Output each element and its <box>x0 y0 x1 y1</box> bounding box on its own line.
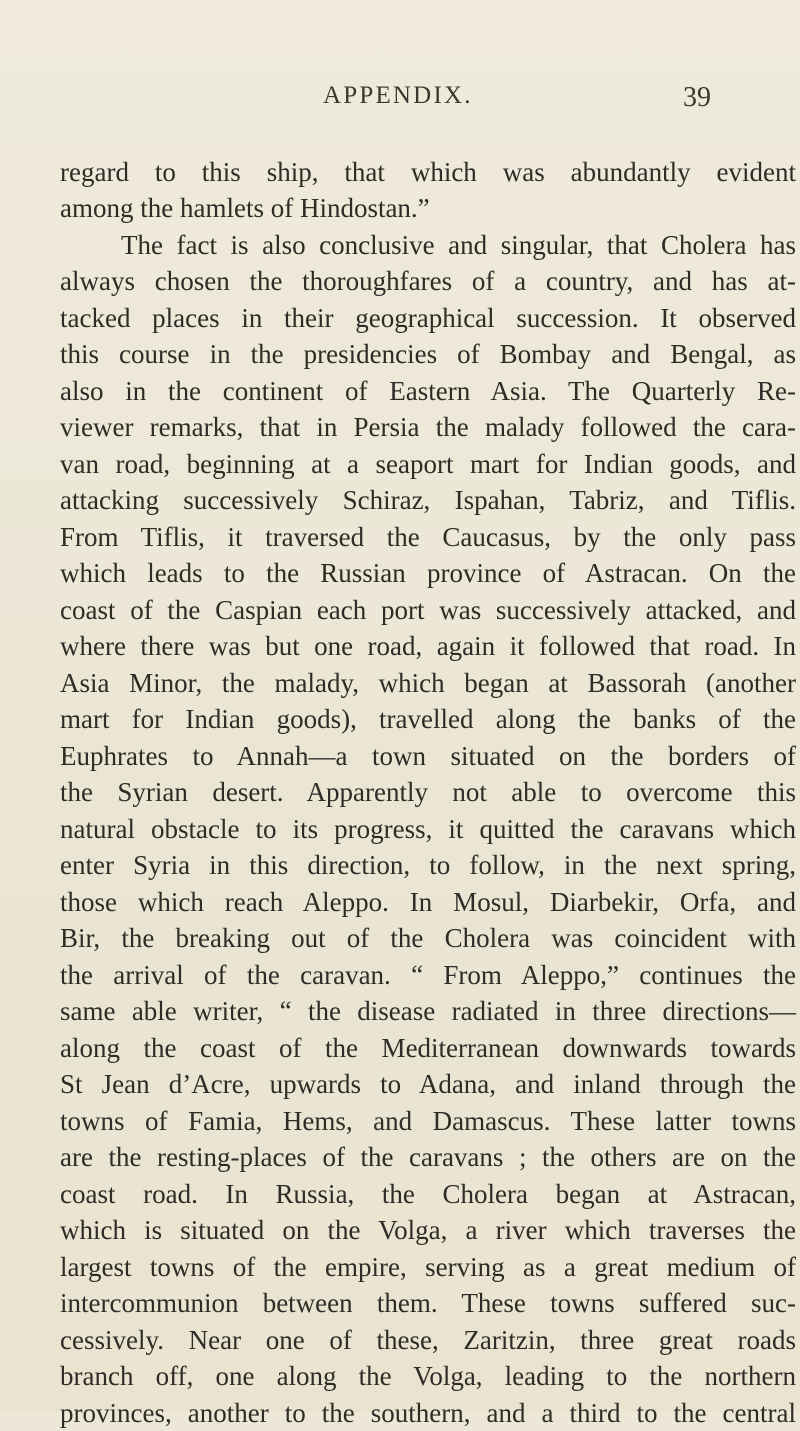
text-line: those which reach Aleppo. In Mosul, Diarbekir, Orfa, and <box>60 887 796 917</box>
text-line: are the resting-places of the caravans ; the others are on the <box>60 1142 796 1172</box>
text-line: the Syrian desert. Apparently not able to overcome this <box>60 777 796 807</box>
text-line: same able writer, “ the disease radiated in three directions— <box>60 996 796 1026</box>
text-line: tacked places in their geographical succession. It observed <box>60 303 796 333</box>
text-line: viewer remarks, that in Persia the malady followed the cara- <box>60 412 796 442</box>
text-line: also in the continent of Eastern Asia. The Quarterly Re- <box>60 376 796 406</box>
text-line: enter Syria in this direction, to follow, in the next spring, <box>60 850 796 880</box>
text-line: always chosen the thoroughfares of a country, and has at- <box>60 266 796 296</box>
text-line: cessively. Near one of these, Zaritzin, three great roads <box>60 1325 796 1355</box>
running-head: APPENDIX. <box>323 82 473 109</box>
text-line: which leads to the Russian province of Astracan. On the <box>60 558 796 588</box>
page-number: 39 <box>683 82 711 113</box>
text-line: The fact is also conclusive and singular, that Cholera has <box>121 230 796 260</box>
text-line: largest towns of the empire, serving as a great medium of <box>60 1252 796 1282</box>
text-line: where there was but one road, again it followed that road. In <box>60 631 796 661</box>
text-line: Euphrates to Annah—a town situated on the borders of <box>60 741 796 771</box>
text-line: mart for Indian goods), travelled along the banks of the <box>60 704 796 734</box>
text-line: Asia Minor, the malady, which began at Bassorah (another <box>60 668 796 698</box>
text-line: intercommunion between them. These towns suffered suc- <box>60 1288 796 1318</box>
text-line: Bir, the breaking out of the Cholera was coincident with <box>60 923 796 953</box>
text-line: branch off, one along the Volga, leading to the northern <box>60 1361 796 1391</box>
text-line: van road, beginning at a seaport mart for Indian goods, and <box>60 449 796 479</box>
text-line: the arrival of the caravan. “ From Aleppo,” continues the <box>60 960 796 990</box>
text-line: regard to this ship, that which was abundantly evident <box>60 157 796 187</box>
page-header <box>0 82 800 122</box>
text-line: attacking successively Schiraz, Ispahan, Tabriz, and Tiflis. <box>60 485 796 515</box>
text-line: natural obstacle to its progress, it quitted the caravans which <box>60 814 796 844</box>
text-line: which is situated on the Volga, a river which traverses the <box>60 1215 796 1245</box>
text-line: provinces, another to the southern, and a third to the central <box>60 1398 796 1428</box>
text-line: among the hamlets of Hindostan.” <box>60 193 430 223</box>
text-line: St Jean d’Acre, upwards to Adana, and inland through the <box>60 1069 796 1099</box>
text-line: From Tiflis, it traversed the Caucasus, by the only pass <box>60 522 796 552</box>
text-line: along the coast of the Mediterranean downwards towards <box>60 1033 796 1063</box>
text-line: towns of Famia, Hems, and Damascus. These latter towns <box>60 1106 796 1136</box>
text-line: this course in the presidencies of Bombay and Bengal, as <box>60 339 796 369</box>
text-line: coast of the Caspian each port was successively attacked, and <box>60 595 796 625</box>
text-line: coast road. In Russia, the Cholera began at Astracan, <box>60 1179 796 1209</box>
